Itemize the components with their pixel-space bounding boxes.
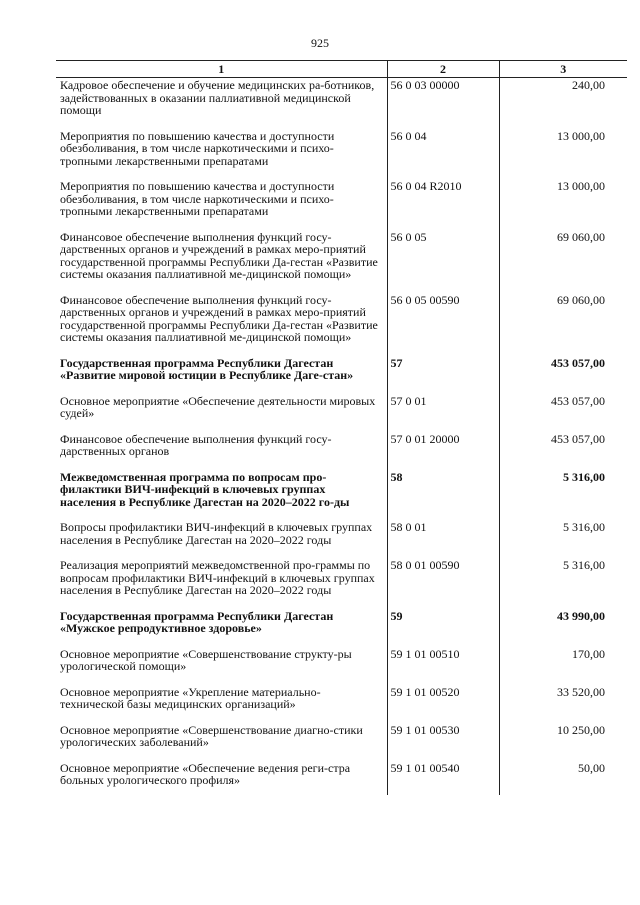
row-code-cell: 58 xyxy=(387,470,499,521)
row-code-cell: 56 0 04 xyxy=(387,129,499,180)
row-name-cell: Мероприятия по повышению качества и доступности обезболивания, в том числе наркотическими и психо-тропными лекарственными препаратами xyxy=(60,179,335,218)
row-code-cell: 56 0 04 R2010 xyxy=(387,179,499,230)
page-number: 925 xyxy=(311,36,329,50)
column-header-code: 2 xyxy=(387,61,499,78)
table-row xyxy=(56,432,627,470)
row-code-cell: 58 0 01 00590 xyxy=(387,558,499,609)
table-row xyxy=(56,179,627,230)
table-row xyxy=(56,761,627,795)
row-name-cell: Основное мероприятие «Совершенствование структу-ры урологической помощи» xyxy=(60,646,352,673)
row-amount-cell: 69 060,00 xyxy=(499,230,627,293)
row-name-cell: Финансовое обеспечение выполнения функций госу-дарственных органов и учреждений в рамках меро-приятий государственной программы Республики Да-гестан «Развитие системы оказания паллиативной ме-дицинской помощи» xyxy=(60,229,378,281)
table-row xyxy=(56,723,627,761)
table-row xyxy=(56,129,627,180)
row-name-cell: Кадровое обеспечение и обучение медицинских ра-ботников, задействованных в оказании паллиативной медицинской помощи xyxy=(60,78,375,117)
row-code-cell: 58 0 01 xyxy=(387,520,499,558)
row-amount-cell: 170,00 xyxy=(499,647,627,685)
row-name-cell: Государственная программа Республики Дагестан «Развитие мировой юстиции в Республике Даге-стан» xyxy=(60,355,354,382)
table-header-row xyxy=(56,61,627,78)
row-amount-cell: 13 000,00 xyxy=(499,129,627,180)
table-row xyxy=(56,470,627,521)
row-amount-cell: 13 000,00 xyxy=(499,179,627,230)
table-row xyxy=(56,520,627,558)
row-code-cell: 56 0 05 00590 xyxy=(387,293,499,356)
table-row xyxy=(56,609,627,647)
row-code-cell: 59 1 01 00510 xyxy=(387,647,499,685)
column-header-name: 1 xyxy=(56,61,387,78)
row-code-cell: 59 xyxy=(387,609,499,647)
row-amount-cell: 453 057,00 xyxy=(499,394,627,432)
row-name-cell: Основное мероприятие «Обеспечение деятельности мировых судей» xyxy=(60,393,376,420)
row-code-cell: 57 0 01 20000 xyxy=(387,432,499,470)
table-row xyxy=(56,394,627,432)
row-code-cell: 59 1 01 00530 xyxy=(387,723,499,761)
table-row xyxy=(56,647,627,685)
row-code-cell: 56 0 03 00000 xyxy=(387,78,499,129)
row-amount-cell: 69 060,00 xyxy=(499,293,627,356)
row-name-cell: Вопросы профилактики ВИЧ-инфекций в ключевых группах населения в Республике Дагестан на 2020–2022 годы xyxy=(60,520,373,547)
table-row xyxy=(56,356,627,394)
row-name-cell: Основное мероприятие «Укрепление материально-технической базы медицинских организаций» xyxy=(60,684,321,711)
row-amount-cell: 43 990,00 xyxy=(499,609,627,647)
row-name-cell: Государственная программа Республики Дагестан «Мужское репродуктивное здоровье» xyxy=(60,608,334,635)
row-amount-cell: 240,00 xyxy=(499,78,627,129)
row-code-cell: 59 1 01 00540 xyxy=(387,761,499,795)
row-amount-cell: 453 057,00 xyxy=(499,356,627,394)
row-amount-cell: 5 316,00 xyxy=(499,470,627,521)
row-name-cell: Финансовое обеспечение выполнения функций госу-дарственных органов xyxy=(60,431,332,458)
row-name-cell: Мероприятия по повышению качества и доступности обезболивания, в том числе наркотическими и психо-тропными лекарственными препаратами xyxy=(60,128,335,168)
row-amount-cell: 453 057,00 xyxy=(499,432,627,470)
row-name-cell: Основное мероприятие «Обеспечение ведения реги-стра больных урологического профиля» xyxy=(60,760,351,787)
row-code-cell: 57 xyxy=(387,356,499,394)
table-row xyxy=(56,558,627,609)
row-amount-cell: 50,00 xyxy=(499,761,627,795)
column-header-amount: 3 xyxy=(499,61,627,78)
row-code-cell: 57 0 01 xyxy=(387,394,499,432)
row-amount-cell: 5 316,00 xyxy=(499,558,627,609)
row-name-cell: Финансовое обеспечение выполнения функций госу-дарственных органов и учреждений в рамках меро-приятий государственной программы Республики Да-гестан «Развитие системы оказания паллиативной ме-дицинской помощи» xyxy=(60,292,378,344)
row-name-cell: Основное мероприятие «Совершенствование диагно-стики урологических заболеваний» xyxy=(60,722,363,749)
row-amount-cell: 33 520,00 xyxy=(499,685,627,723)
budget-table xyxy=(56,60,627,795)
table-row xyxy=(56,293,627,356)
table-row xyxy=(56,230,627,293)
table-row xyxy=(56,78,627,129)
row-code-cell: 56 0 05 xyxy=(387,230,499,293)
row-amount-cell: 10 250,00 xyxy=(499,723,627,761)
row-name-cell: Реализация мероприятий межведомственной про-граммы по вопросам профилактики ВИЧ-инфекций в ключевых группах населения в Республике Дагестан на 2020–2022 годы xyxy=(60,558,375,597)
row-name-cell: Межведомственная программа по вопросам про-филактики ВИЧ-инфекций в ключевых группах населения в Республике Дагестан на 2020–2022 го-ды xyxy=(60,469,350,509)
row-code-cell: 59 1 01 00520 xyxy=(387,685,499,723)
table-row xyxy=(56,685,627,723)
row-amount-cell: 5 316,00 xyxy=(499,520,627,558)
